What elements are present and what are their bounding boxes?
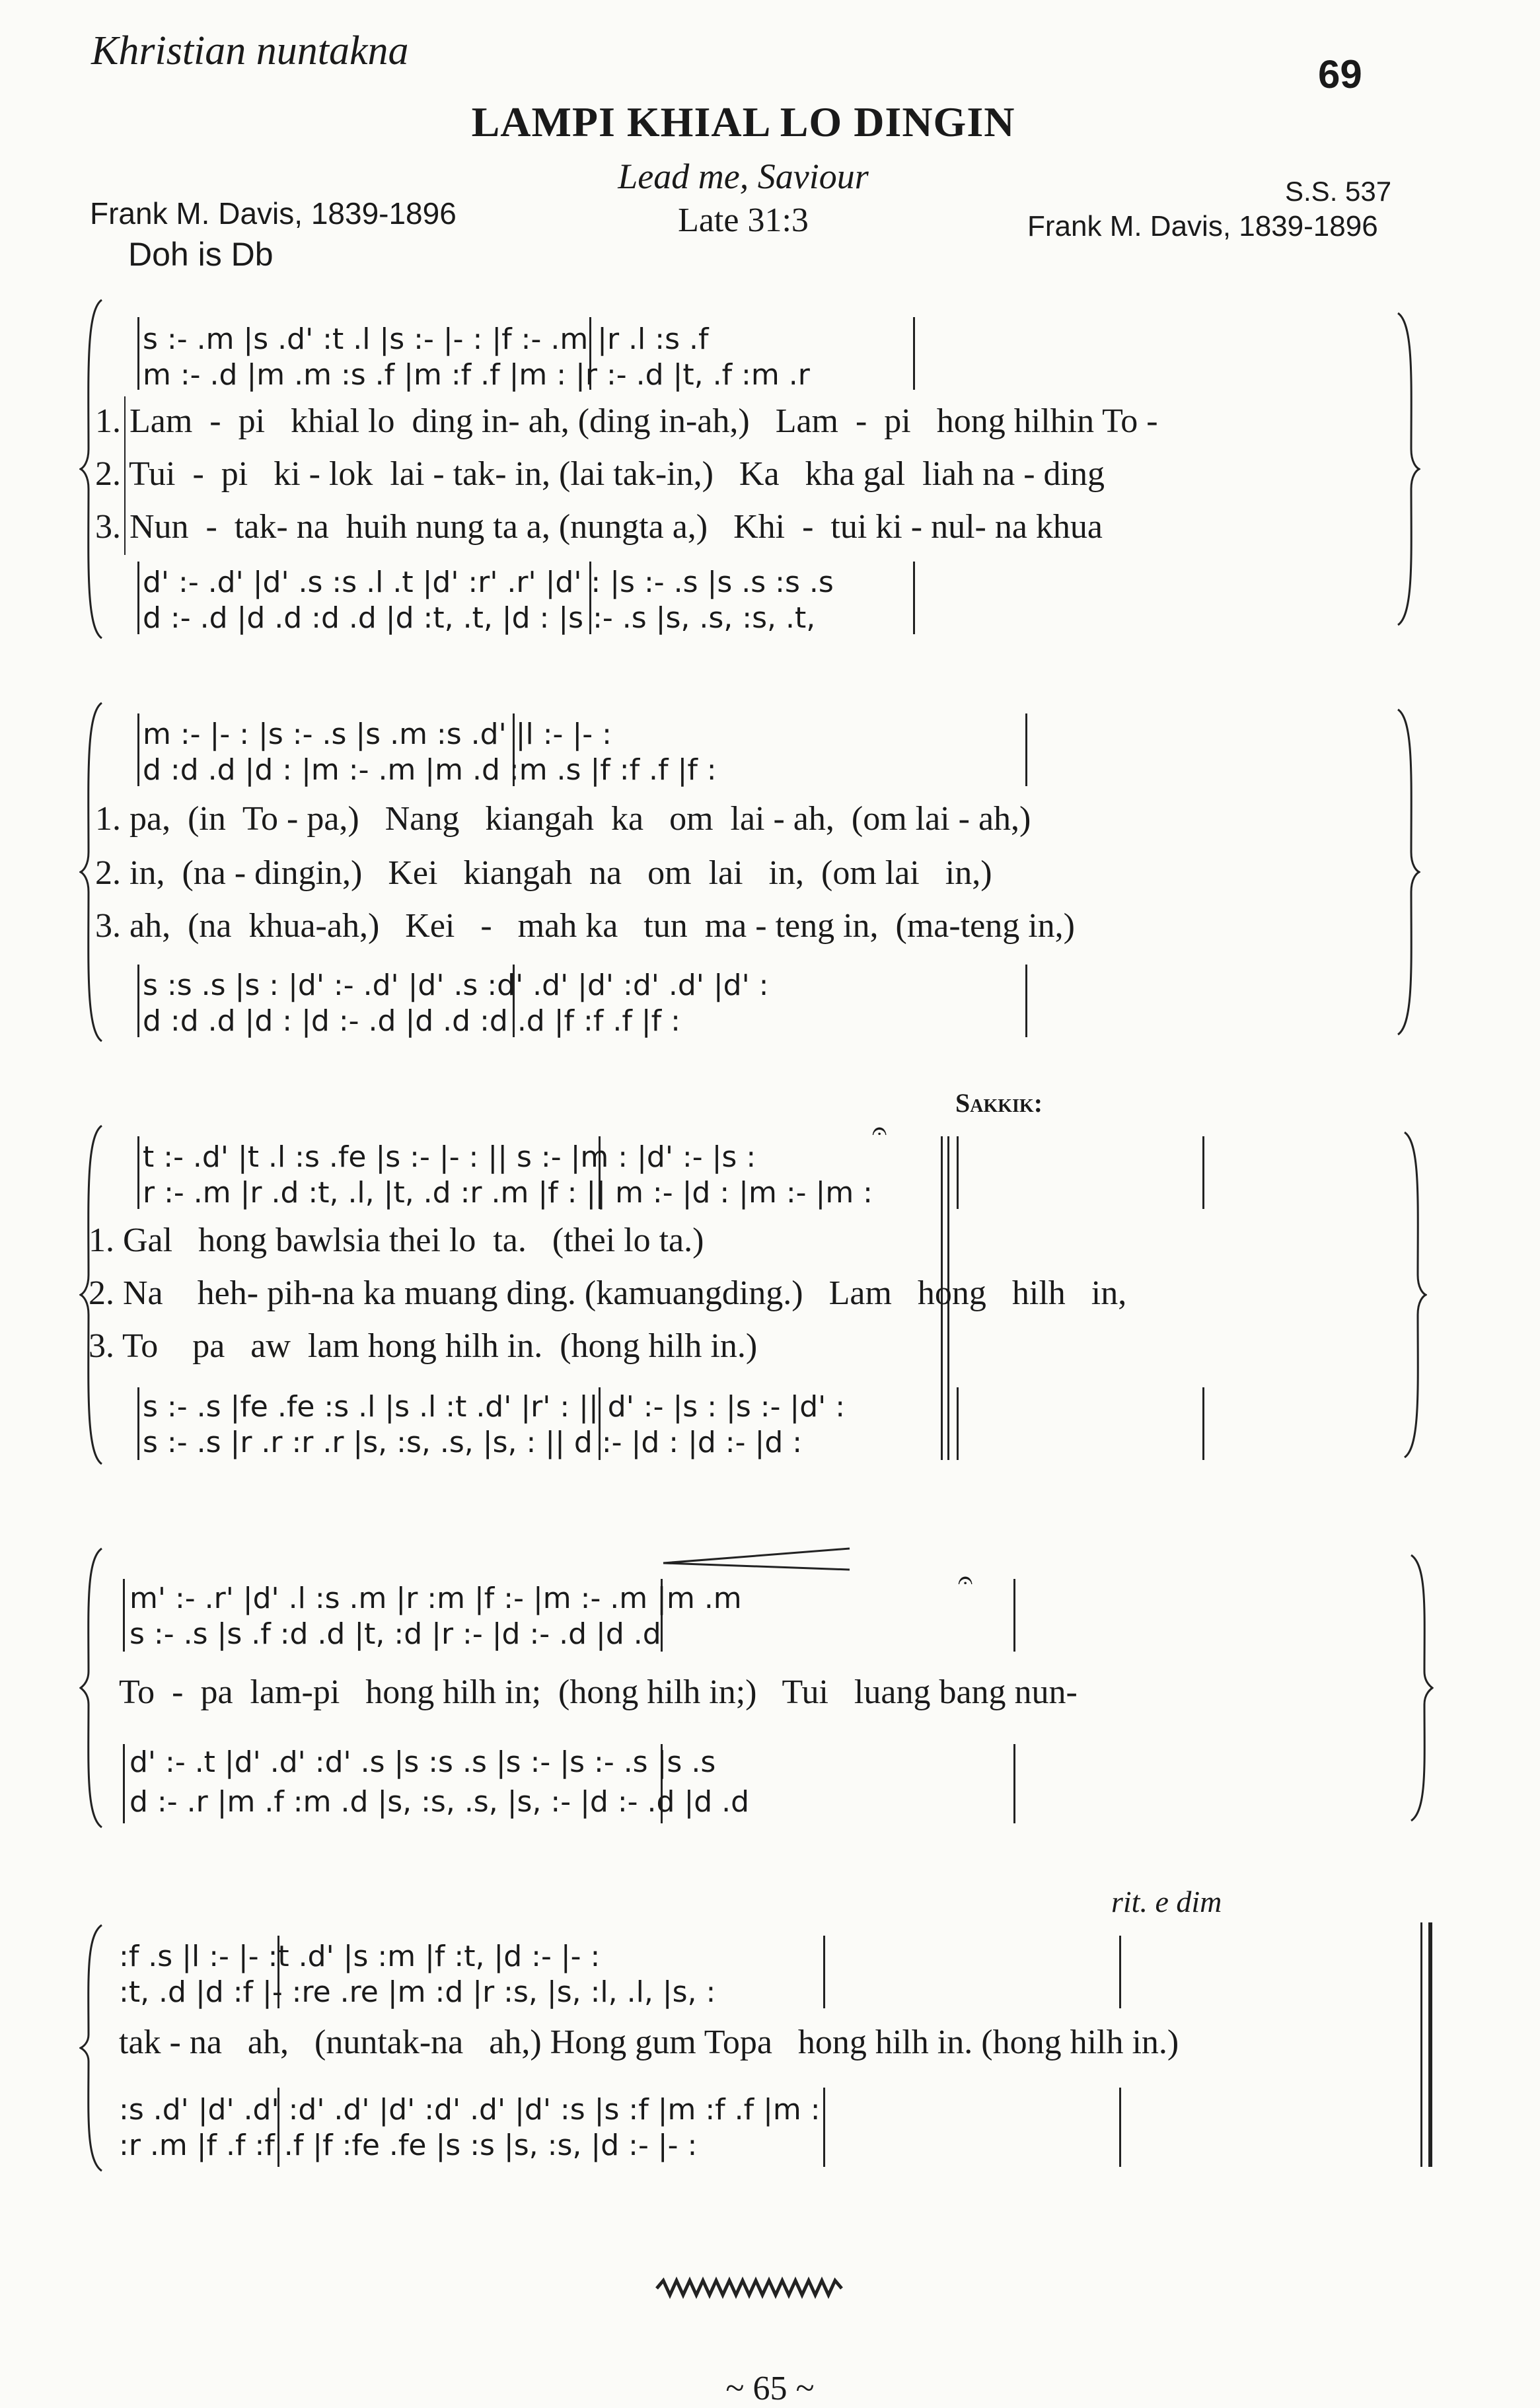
composer-right: Frank M. Davis, 1839-1896 (1027, 210, 1378, 242)
right-brace (1394, 310, 1420, 628)
score-system-1: s :- .m |s .d' :t .l |s :- |- : |f :- .m |r .l :s .f m :- .d |m .m :s .f |m :f .f |m : |r :- .d |t, .f :m .r 1. Lam - pi khial lo ding in- ah, (ding in-ah,) Lam - pi hong hilhin To - 2. Tui - pi ki - lok lai - tak- in, (lai tak-in,) Ka kha gal liah na - ding 3. Nun - tak- na huih nung ta a, (nungta a,) Khi - tui ki - nul- na khua d' :- .d' |d' .s :s .l .t |d' :r' .r' |d' : |s :- .s |s .s :s .s d :- .d |d .d :d .d |d :t, .t, |d : |s :- .s |s, .s, :s, .t, (79, 297, 1440, 641)
bar-line (123, 1579, 125, 1652)
right-brace (1394, 707, 1420, 1037)
bar-line (913, 562, 915, 634)
bar-line (957, 1387, 959, 1460)
bar-line (1119, 2088, 1121, 2167)
left-brace (79, 1922, 106, 2173)
bar-line (123, 1744, 125, 1823)
bar-line (1202, 1136, 1204, 1209)
bar-line (137, 713, 139, 786)
bar-line (913, 317, 915, 390)
bar-line (137, 1387, 139, 1460)
fermata-icon: 𝄐 (872, 1116, 887, 1146)
bar-line (1025, 713, 1027, 786)
composer-left: Frank M. Davis, 1839-1896 (90, 196, 457, 231)
bar-line (1013, 1744, 1015, 1823)
hymn-reference: Late 31:3 (678, 201, 809, 239)
final-bar-line (1428, 1922, 1432, 2167)
final-bar-line (1420, 1922, 1422, 2167)
bar-line (957, 1136, 959, 1209)
bar-line (1119, 1936, 1121, 2008)
bar-line (137, 1136, 139, 1209)
crescendo-hairpin (661, 1546, 852, 1572)
bar-line (823, 2088, 825, 2167)
fermata-icon: 𝄐 (958, 1565, 973, 1595)
ss-number: S.S. 537 (1285, 176, 1392, 207)
left-brace (79, 1546, 106, 1830)
bar-line (1013, 1579, 1015, 1652)
hymn-subtitle: Lead me, Saviour (618, 157, 869, 196)
sakkik-label: Sakkik: (955, 1088, 1043, 1118)
rit-e-dim-marking: rit. e dim (1111, 1885, 1222, 1918)
score-system-5: :f .s |l :- |- :t .d' |s :m |f :t, |d :- |- : :t, .d |d :f |- :re .re |m :d |r :s, |s, :l, .l, |s, : tak - na ah, (nuntak-na ah,) Hong gum Topa hong hilh in. (hong hilh in.) :s .d' |d' .d' :d' .d' |d' :d' .d' |d' :s |s :f |m :f .f |m : :r .m |f .f :f .f |f :fe .fe |s :s |s, :s, |d :- |- : (79, 1922, 1440, 2173)
bar-line (1202, 1387, 1204, 1460)
bar-line (1025, 965, 1027, 1037)
page-number: 69 (1318, 52, 1362, 96)
bar-line (823, 1936, 825, 2008)
bar-line (137, 965, 139, 1037)
right-brace (1401, 1130, 1427, 1460)
score-system-3: 𝄐 t :- .d' |t .l :s .fe |s :- |- : || s :- |m : |d' :- |s : r :- .m |r .d :t, .l, |t, .d :r .m |f : || m :- |d : |m :- |m : 1. Gal hong bawlsia thei lo ta. (thei lo ta.) 2. Na heh- pih-na ka muang ding. (kamuangding.) Lam hong hilh in, 3. To pa aw lam hong hilh in. (hong hilh in.) s :- .s |fe .fe :s .l |s .l :t .d' |r' : || d' :- |s : |s :- |d' : s :- .s |r .r :r .r |s, :s, .s, |s, : || d :- |d : |d :- |d : (79, 1123, 1440, 1467)
hymn-title: LAMPI KHIAL LO DINGIN (471, 98, 1015, 145)
book-title: Khristian nuntakna (91, 28, 409, 73)
score-system-2: m :- |- : |s :- .s |s .m :s .d' |l :- |- : d :d .d |d : |m :- .m |m .d :m .s |f :f .f |f : 1. pa, (in To - pa,) Nang kiangah ka om lai - ah, (om lai - ah,) 2. in, (na - dingin,) Kei kiangah na om lai in, (om lai in,) 3. ah, (na khua-ah,) Kei - mah ka tun ma - teng in, (ma-teng in,) s :s .s |s : |d' :- .d' |d' .s :d' .d' |d' :d' .d' |d' : d :d .d |d : |d :- .d |d .d :d .d |f :f .f |f : (79, 700, 1440, 1044)
right-brace (1407, 1552, 1434, 1823)
key-label: Doh is Db (128, 236, 274, 273)
bar-line (137, 317, 139, 390)
ornament-divider-icon (654, 2275, 846, 2302)
bar-line (137, 562, 139, 634)
footer-page-number: ~ 65 ~ (725, 2370, 815, 2407)
score-system-4: 𝄐 m' :- .r' |d' .l :s .m |r :m |f :- |m :- .m |m .m s :- .s |s .f :d .d |t, :d |r :- |d :- .d |d .d To - pa lam-pi hong hilh in; (hong hilh in;) Tui luang bang nun- d' :- .t |d' .d' :d' .s |s :s .s |s :- |s :- .s |s .s d :- .r |m .f :m .d |s, :s, .s, |s, :- |d :- .d |d .d (79, 1546, 1440, 1830)
